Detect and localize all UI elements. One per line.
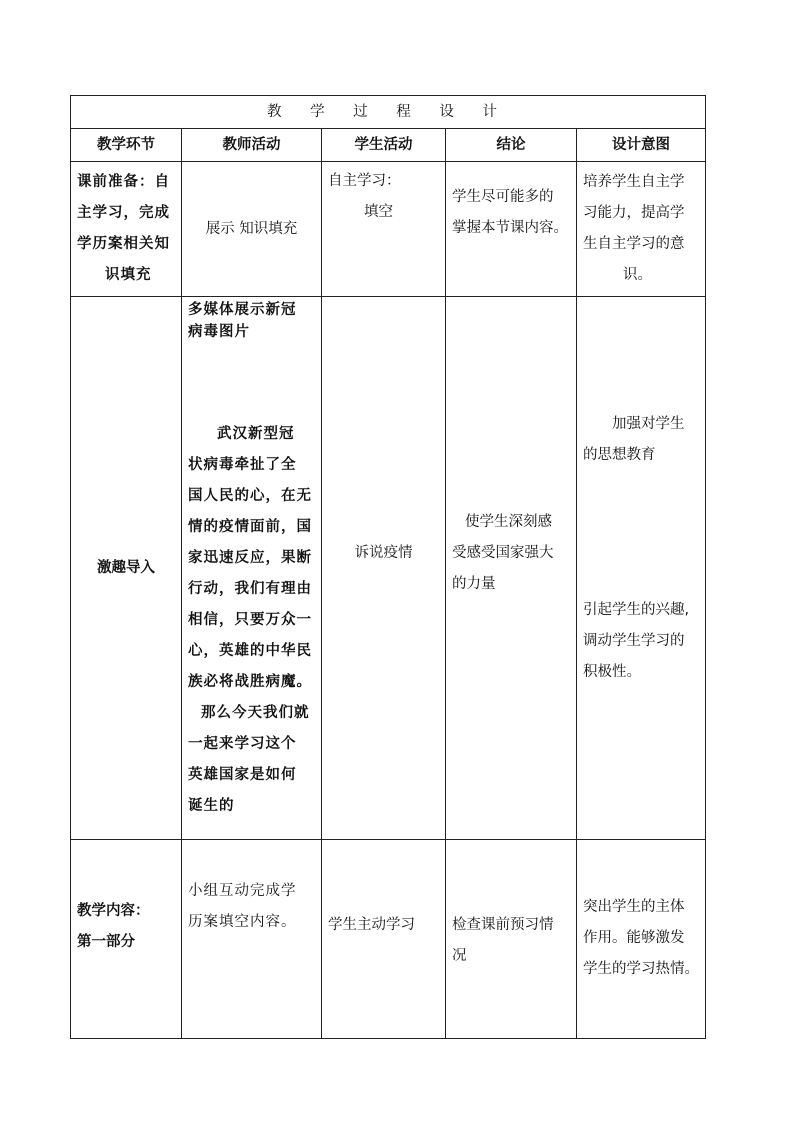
table-row-intro — [71, 297, 706, 840]
teaching-process-table — [70, 95, 706, 1039]
teacher-cell — [182, 297, 322, 840]
intent-line: 学生的学习热情。 — [583, 961, 699, 977]
intent-cell — [577, 162, 706, 297]
student-cell: 学生主动学习 — [322, 840, 446, 1039]
conclusion-cell — [446, 297, 577, 840]
teacher-line: 族必将战胜病魔。 — [188, 674, 312, 690]
conclusion-line: 的力量 — [452, 575, 496, 592]
student-cell — [322, 162, 446, 297]
stage-line: 学历案相关知 — [77, 236, 170, 252]
stage-cell: 激趣导入 — [71, 297, 182, 840]
intent-line: 识。 — [623, 267, 652, 283]
conclusion-line: 掌握本节课内容。 — [452, 220, 568, 236]
conclusion-cell — [446, 840, 577, 1039]
header-conclusion: 结论 — [446, 129, 577, 162]
conclusion-line: 检查课前预习情 — [452, 917, 554, 933]
header-stage: 教学环节 — [71, 129, 182, 162]
teacher-cell — [182, 840, 322, 1039]
stage-line: 第一部分 — [77, 934, 135, 950]
table-row-prep — [71, 162, 706, 297]
header-teacher: 教师活动 — [182, 129, 322, 162]
table-row-content — [71, 840, 706, 1039]
teacher-line: 行动，我们有理由 — [188, 581, 312, 597]
intent-line: 引起学生的兴趣, — [583, 602, 690, 618]
stage-line: 课前准备：自 — [77, 174, 170, 190]
conclusion-cell — [446, 162, 577, 297]
teacher-line: 家迅速反应，果断 — [188, 550, 312, 566]
conclusion-line: 况 — [452, 948, 467, 964]
teacher-line: 多媒体展示新冠 — [188, 302, 297, 318]
header-student: 学生活动 — [322, 129, 446, 162]
conclusion-line: 学生尽可能多的 — [452, 189, 554, 205]
teacher-line: 英雄国家是如何 — [188, 767, 297, 783]
teacher-line: 历案填空内容。 — [188, 914, 297, 930]
stage-cell — [71, 162, 182, 297]
teacher-cell: 展示 知识填充 — [182, 162, 322, 297]
intent-line: 突出学生的主体 — [583, 899, 685, 915]
intent-line: 的思想教育 — [583, 447, 656, 463]
intent-line: 加强对学生 — [612, 416, 685, 432]
teacher-line: 情的疫情面前，国 — [188, 519, 312, 535]
table-title: 教 学 过 程 设 计 — [71, 96, 706, 129]
stage-cell — [71, 840, 182, 1039]
intent-line: 调动学生学习的 — [583, 633, 685, 649]
conclusion-line: 使学生深刻感 — [465, 513, 553, 530]
intent-line: 积极性。 — [583, 664, 641, 680]
stage-line: 教学内容： — [77, 903, 150, 919]
intent-line: 习能力，提高学 — [583, 205, 685, 221]
student-cell: 诉说疫情 — [322, 297, 446, 840]
student-line: 自主学习： — [328, 173, 401, 189]
teacher-line: 一起来学习这个 — [188, 736, 297, 752]
teacher-line: 状病毒牵扯了全 — [188, 457, 297, 473]
intent-cell — [577, 840, 706, 1039]
teacher-line: 那么今天我们就 — [201, 705, 310, 721]
intent-line: 培养学生自主学 — [583, 174, 685, 190]
student-line: 填空 — [364, 204, 393, 220]
teacher-line: 病毒图片 — [188, 324, 250, 340]
teacher-line: 心，英雄的中华民 — [188, 643, 312, 659]
intent-cell — [577, 297, 706, 840]
teacher-line: 国人民的心，在无 — [188, 488, 312, 504]
intent-line: 作用。能够激发 — [583, 930, 685, 946]
stage-line: 主学习，完成 — [77, 205, 170, 221]
header-intent: 设计意图 — [577, 129, 706, 162]
teacher-line: 小组互动完成学 — [188, 883, 297, 899]
teacher-line: 武汉新型冠 — [217, 426, 295, 442]
teacher-line: 诞生的 — [188, 798, 235, 814]
intent-line: 生自主学习的意 — [583, 236, 685, 252]
stage-line: 识填充 — [105, 267, 152, 283]
teacher-line: 相信，只要万众一 — [188, 612, 312, 628]
header-row — [71, 129, 706, 162]
conclusion-line: 受感受国家强大 — [452, 544, 554, 561]
